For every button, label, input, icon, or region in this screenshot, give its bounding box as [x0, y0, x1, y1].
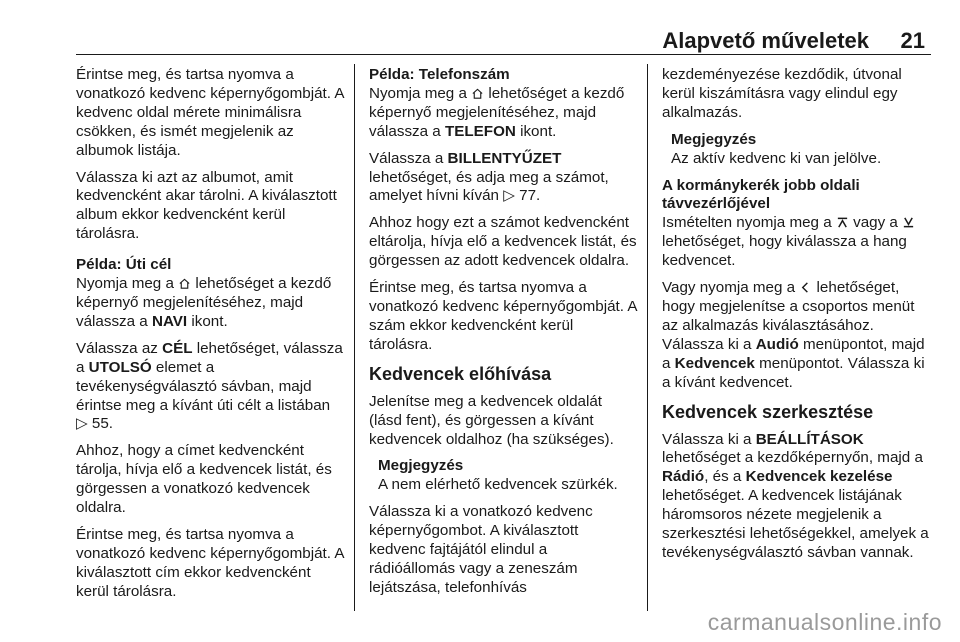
- page-ref-icon: ▷: [503, 187, 520, 205]
- home-icon: [178, 277, 191, 290]
- note-text: Az aktív kedvenc ki van jelölve.: [671, 149, 882, 167]
- paragraph: kezdeményezése kezdődik, útvonal kerül kiszámításra vagy elindul egy alkalmazás.: [662, 66, 902, 121]
- column-1: [76, 66, 344, 610]
- paragraph: Érintse meg, és tartsa nyomva a vonatkozó kedvenc képernyőgombját. A kedvenc oldal mérete minimálisra csökken, és ismét megjelenik az albumok listája.: [76, 66, 344, 159]
- column-divider-1: [354, 64, 355, 611]
- example-heading: Példa: Úti cél: [76, 256, 172, 274]
- column-3: [662, 66, 930, 571]
- paragraph: Ahhoz hogy ezt a számot kedvencként eltárolja, hívja elő a kedvencek listát, és görgessen az adott kedvencek oldalra.: [369, 214, 637, 270]
- example-heading: Példa: Telefonszám: [369, 66, 510, 83]
- home-icon: [471, 87, 484, 100]
- chevron-left-icon: [799, 281, 812, 294]
- paragraph: Válassza ki azt az albumot, amit kedvencként akar tárolni. A kiválasztott album ekkor kedvencként kerül tárolásra.: [76, 168, 337, 243]
- paragraph: Ismételten nyomja meg a vagy a lehetőséget, hogy kiválassza a hang kedvencet.: [662, 214, 930, 271]
- paragraph: Válassza az CÉL lehetőséget, válassza a UTOLSÓ elemet a tevékenységválasztó sávban, majd érintse meg a kívánt úti célt a listában ▷ 55.: [76, 339, 343, 433]
- paragraph: Válassza ki a BEÁLLÍTÁSOK lehetőséget a kezdőképernyőn, majd a Rádió, és a Kedvencek kezelése lehetőséget. A kedvencek listájának háromsoros nézete megjelenik a szerkesztési lehetőségekkel, amelyek a tevékenységválasztó sávban vannak.: [662, 430, 929, 561]
- note-box: [378, 457, 637, 495]
- paragraph: Nyomja meg a lehetőséget a kezdő képernyő megjelenítéséhez, majd válassza a TELEFON ikont.: [369, 84, 625, 140]
- section-heading: Kedvencek szerkesztése: [662, 401, 874, 422]
- scroll-down-icon: [902, 216, 915, 229]
- paragraph: Válassza a BILLENTYŰZET lehetőséget, és adja meg a számot, amelyet hívni kíván ▷ 77.: [369, 149, 609, 205]
- paragraph: Vagy nyomja meg a lehetőséget, hogy megjelenítse a csoportos menüt az alkalmazás kiválasztásához. Válassza ki a Audió menüpontot, majd a Kedvencek menüpontot. Válassza ki a kívánt kedvencet.: [662, 279, 925, 391]
- paragraph: Jelenítse meg a kedvencek oldalát (lásd fent), és görgessen a kívánt kedvencek oldalhoz (ha szükséges).: [369, 392, 614, 448]
- column-2: [369, 66, 637, 606]
- column-divider-2: [647, 64, 648, 611]
- page-title: Alapvető műveletek: [662, 28, 869, 53]
- paragraph: Válassza ki a vonatkozó kedvenc képernyőgombot. A kiválasztott kedvenc fajtájától elindul a rádióállomás vagy a zeneszám lejátszása, telefonhívás: [369, 503, 593, 596]
- watermark-logo[interactable]: carmanualsonline.info: [707, 609, 942, 635]
- note-heading: Megjegyzés: [378, 457, 464, 475]
- page-header: [76, 26, 931, 56]
- paragraph: Érintse meg, és tartsa nyomva a vonatkozó kedvenc képernyőgombját. A kiválasztott cím ekkor kedvencként kerül tárolásra.: [76, 525, 344, 600]
- page-number: 21: [900, 28, 925, 53]
- subheading: A kormánykerék jobb oldali távvezérlőjével: [662, 176, 860, 213]
- paragraph: Érintse meg, és tartsa nyomva a vonatkozó kedvenc képernyőgombját. A szám ekkor kedvencként kerül tárolásra.: [369, 279, 637, 353]
- note-text: A nem elérhető kedvencek szürkék.: [378, 476, 618, 494]
- note-box: [671, 131, 930, 169]
- header-rule: [76, 54, 931, 55]
- section-heading: Kedvencek előhívása: [369, 363, 552, 384]
- paragraph: Ahhoz, hogy a címet kedvencként tárolja, hívja elő a kedvencek listát, és görgessen a vonatkozó kedvencek oldalra.: [76, 442, 332, 517]
- paragraph: Nyomja meg a lehetőséget a kezdő képernyő megjelenítéséhez, majd válassza a NAVI ikont.: [76, 275, 332, 330]
- page-ref-icon: ▷: [76, 415, 92, 433]
- scroll-up-icon: [836, 216, 849, 229]
- note-heading: Megjegyzés: [671, 130, 757, 148]
